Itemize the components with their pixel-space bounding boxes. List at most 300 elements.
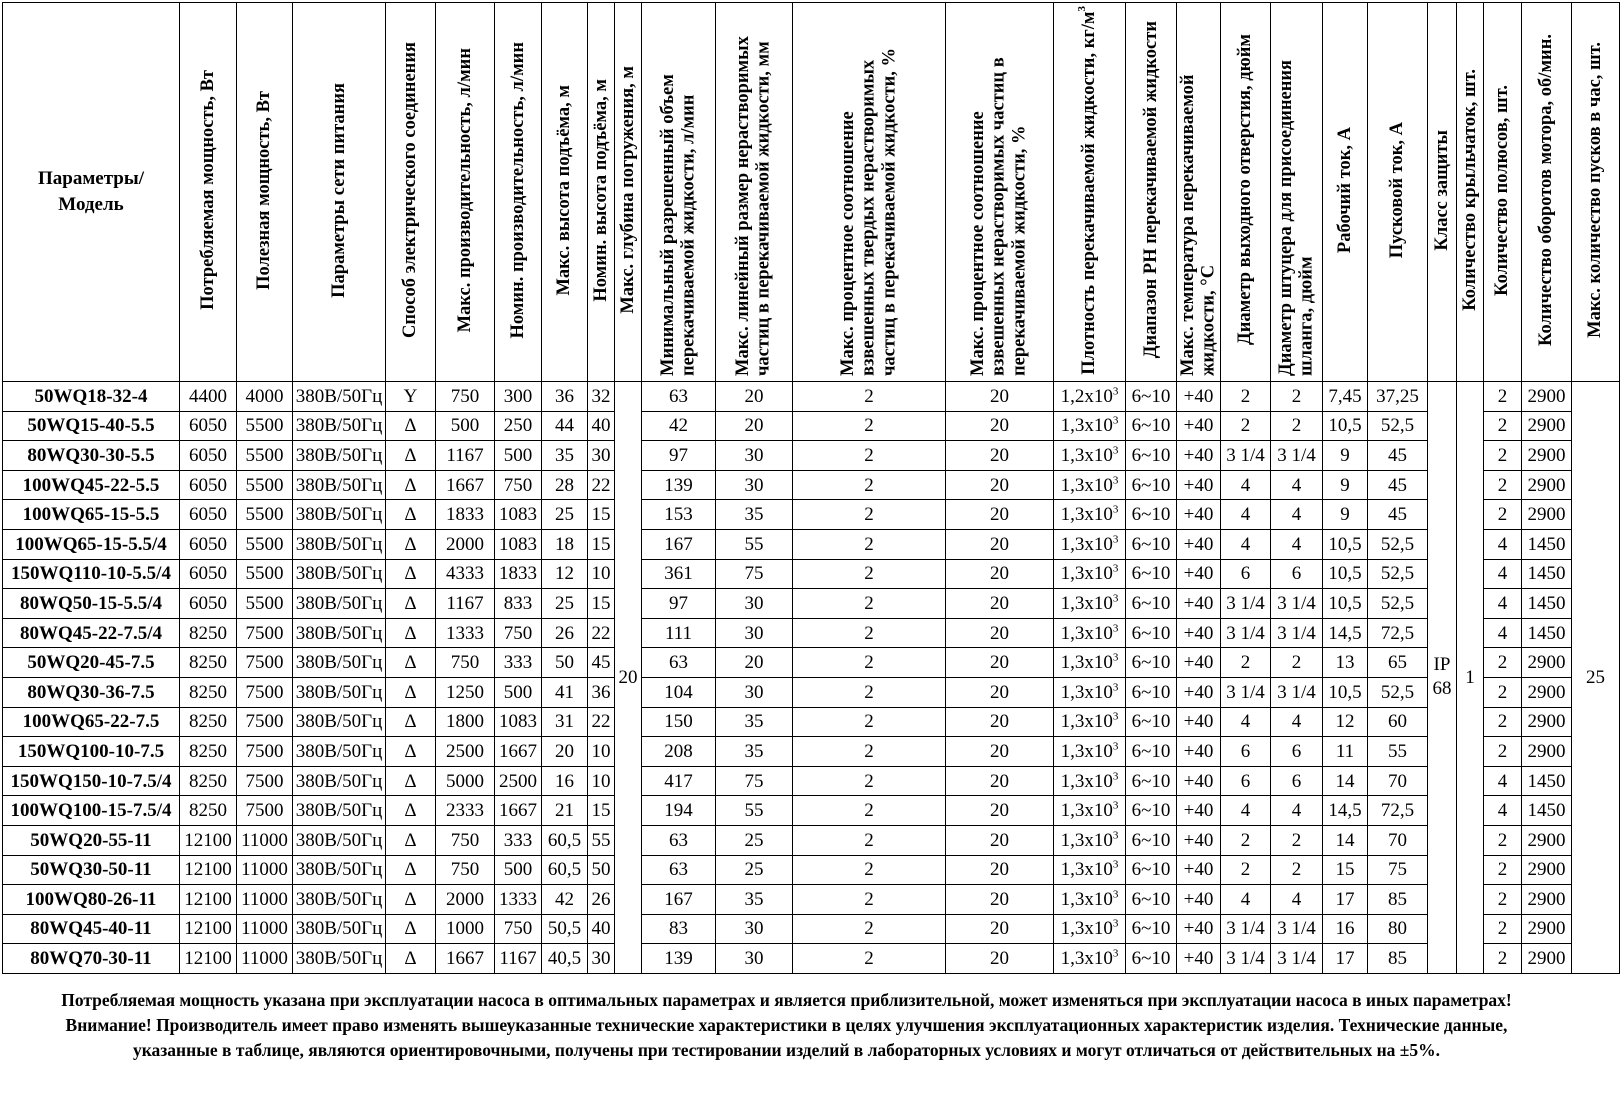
cell-value: 104 [664,681,693,703]
table-cell [1323,589,1368,619]
table-row [3,677,1620,707]
column-header [1522,3,1572,382]
table-cell [436,589,495,619]
table-cell [237,618,293,648]
table-cell [642,677,716,707]
cell-value: 55 [744,533,764,555]
table-cell [1126,500,1177,530]
density-superscript: 3 [1112,622,1119,635]
table-cell [1221,589,1271,619]
cell-value: 4 [1240,711,1251,733]
table-cell [1484,737,1522,767]
table-row [3,825,1620,855]
table-cell [1126,529,1177,559]
table-cell [1126,914,1177,944]
cell-value: 7500 [245,681,284,703]
cell-value: 4 [1291,711,1302,733]
cell-value: 7500 [245,740,284,762]
cell-value: 500 [503,444,533,466]
table-cell [1221,766,1271,796]
cell-value: 18 [555,533,574,555]
cell-value: 1333 [446,622,484,644]
table-cell [1368,648,1428,678]
cell-value: Δ [404,829,417,851]
cell-value: 2 [864,800,874,822]
cell-value: 500 [503,859,533,881]
cell-value: Δ [404,563,417,585]
cell-value: 30 [744,444,764,466]
table-cell [180,796,237,826]
cell-value: 2 [1240,652,1251,674]
cell-value: 6~10 [1131,652,1171,674]
table-cell [293,796,386,826]
cell-value: 2900 [1527,504,1566,526]
table-cell [588,677,615,707]
table-cell [793,677,946,707]
table-cell [1221,559,1271,589]
cell-value: +40 [1183,533,1214,555]
cell-value: 1450 [1527,592,1566,614]
table-cell [1323,648,1368,678]
table-cell [1221,529,1271,559]
table-cell [1054,529,1126,559]
cell-value: 3 1/4 [1226,681,1265,703]
table-cell [946,944,1054,974]
table-cell [1177,500,1221,530]
cell-value: 1,3x10 [1060,592,1113,614]
table-cell [1177,944,1221,974]
cell-value: 6~10 [1131,444,1171,466]
cell-value: 3 1/4 [1277,918,1316,940]
cell-value: 20 [744,415,764,437]
table-cell [1323,382,1368,412]
table-cell [1221,618,1271,648]
cell-value: 1,3x10 [1060,652,1113,674]
table-cell [436,737,495,767]
cell-value: 6~10 [1131,948,1171,970]
table-cell [1177,885,1221,915]
table-cell [1271,885,1323,915]
cell-value: 2000 [446,533,484,555]
table-cell [1126,559,1177,589]
table-cell [495,944,542,974]
table-cell [946,441,1054,471]
cell-value: 50WQ15-40-5.5 [27,415,155,437]
cell-value: 1,3x10 [1060,770,1113,792]
cell-value: 5500 [245,563,284,585]
column-header-label: Номин. производительность, л/мин [507,41,528,339]
cell-value: 6050 [189,504,227,526]
cell-value: 1,3x10 [1060,948,1113,970]
cell-value: 20 [990,622,1009,644]
table-cell [642,766,716,796]
column-header [386,3,436,382]
table-cell [1522,855,1572,885]
cell-value: 15 [591,533,611,555]
table-body [3,382,1620,974]
cell-value: 6~10 [1131,711,1171,733]
cell-value: 1,3x10 [1060,681,1113,703]
cell-value: 6~10 [1131,504,1171,526]
cell-value: 6~10 [1131,770,1171,792]
cell-value: 2 [1497,415,1508,437]
table-cell [1323,737,1368,767]
cell-value: 2500 [499,770,537,792]
table-cell [293,885,386,915]
table-cell [1368,766,1428,796]
cell-value: 12 [555,563,574,585]
table-cell [793,470,946,500]
cell-value: 150WQ110-10-5.5/4 [11,563,171,585]
cell-value: 45 [1388,474,1407,496]
cell-value: 10,5 [1328,563,1362,585]
cell-value: 380В/50Гц [295,711,383,733]
cell-value: Y [403,385,418,407]
header-corner: Параметры/ Модель [3,3,180,382]
cell-value: 2 [864,888,874,910]
table-cell [386,737,436,767]
table-cell [588,707,615,737]
table-cell [237,914,293,944]
table-cell [436,707,495,737]
cell-value: Δ [404,533,417,555]
column-header [495,3,542,382]
cell-value: Δ [404,474,417,496]
cell-value: 2 [864,504,874,526]
table-cell [386,500,436,530]
cell-value: +40 [1183,740,1214,762]
table-cell [1126,411,1177,441]
table-row [3,855,1620,885]
cell-value: 4 [1291,504,1302,526]
table-cell [1271,707,1323,737]
table-cell [642,855,716,885]
cell-value: 2 [1291,415,1302,437]
table-cell [542,707,588,737]
cell-value: 10,5 [1328,681,1362,703]
table-row [3,500,1620,530]
cell-value: +40 [1183,800,1214,822]
table-cell [386,382,436,412]
cell-value: 8250 [189,740,227,762]
column-header-label: Рабочий ток, А [1334,126,1355,254]
cell-value: 30 [744,622,764,644]
table-cell [180,500,237,530]
table-cell [495,559,542,589]
table-cell [1177,737,1221,767]
table-cell [495,885,542,915]
table-cell [1522,500,1572,530]
table-cell [716,411,793,441]
column-header [642,3,716,382]
cell-value: 6050 [189,563,227,585]
table-cell [180,529,237,559]
density-superscript: 3 [1112,740,1119,753]
cell-value: 10,5 [1328,415,1362,437]
cell-value: 12100 [184,829,232,851]
model-cell [3,677,180,707]
table-cell [642,411,716,441]
table-cell [436,618,495,648]
cell-value: 100WQ65-22-7.5 [22,711,160,733]
cell-value: 2900 [1527,385,1566,407]
table-cell [1054,766,1126,796]
cell-value: 1,3x10 [1060,444,1113,466]
cell-value: 80WQ50-15-5.5/4 [20,592,162,614]
cell-value: 52,5 [1380,592,1415,614]
table-cell [588,855,615,885]
table-cell [1323,885,1368,915]
column-header-label: Количество оборотов мотора, об/мин. [1536,34,1557,346]
cell-value: 4333 [446,563,484,585]
column-header [793,3,946,382]
cell-value: 12100 [184,948,232,970]
table-cell [293,677,386,707]
table-cell [793,411,946,441]
max-starts-merged-cell: 25 [1572,382,1620,974]
cell-value: 2 [1291,829,1302,851]
cell-value: 1450 [1527,800,1566,822]
table-cell [1484,648,1522,678]
cell-value: 20 [990,800,1009,822]
cell-value: 30 [744,948,764,970]
cell-value: +40 [1183,622,1214,644]
cell-value: 60,5 [547,859,582,881]
cell-value: 80WQ30-36-7.5 [27,681,155,703]
table-cell [1271,825,1323,855]
cell-value: 13 [1335,652,1355,674]
table-cell [793,648,946,678]
cell-value: 380В/50Гц [295,533,383,555]
cell-value: 6~10 [1131,592,1171,614]
cell-value: 20 [990,474,1009,496]
cell-value: 6~10 [1131,385,1171,407]
table-cell [1522,470,1572,500]
table-row [3,707,1620,737]
cell-value: 380В/50Гц [295,770,383,792]
density-header-superscript: 3 [1075,5,1088,12]
cell-value: 25 [555,592,574,614]
column-header [1428,3,1457,382]
table-cell [1221,382,1271,412]
density-superscript: 3 [1112,444,1119,457]
table-cell [1054,589,1126,619]
table-cell [588,618,615,648]
table-cell [642,589,716,619]
cell-value: 31 [555,711,574,733]
cell-value: 2 [864,681,874,703]
table-cell [1484,411,1522,441]
table-cell [1368,944,1428,974]
cell-value: 6~10 [1131,800,1171,822]
cell-value: 3 1/4 [1277,622,1316,644]
table-cell [1271,382,1323,412]
cell-value: 2 [1291,859,1302,881]
table-cell [542,382,588,412]
cell-value: 2 [864,652,874,674]
table-cell [436,382,495,412]
table-cell [1522,944,1572,974]
table-cell [1484,589,1522,619]
table-cell [542,500,588,530]
table-cell [1522,796,1572,826]
table-cell [588,441,615,471]
table-cell [1221,796,1271,826]
table-cell [1177,559,1221,589]
cell-value: 2 [864,592,874,614]
table-cell [1271,914,1323,944]
cell-value: 3 1/4 [1277,592,1316,614]
table-cell [1368,737,1428,767]
cell-value: 6~10 [1131,740,1171,762]
cell-value: 11000 [241,888,288,910]
cell-value: 6 [1240,740,1251,762]
table-cell [1221,825,1271,855]
table-cell [1368,500,1428,530]
cell-value: 2 [1497,474,1508,496]
table-cell [180,885,237,915]
table-cell [180,944,237,974]
table-cell [1221,677,1271,707]
table-cell [386,559,436,589]
table-cell [793,825,946,855]
table-cell [1522,885,1572,915]
cell-value: 2 [864,918,874,940]
cell-value: 1,3x10 [1060,711,1113,733]
table-cell [946,648,1054,678]
table-cell [495,411,542,441]
cell-value: 4 [1497,770,1508,792]
model-cell [3,796,180,826]
cell-value: 22 [591,474,611,496]
table-cell [1177,766,1221,796]
model-cell [3,529,180,559]
cell-value: 30 [591,444,611,466]
table-cell [495,855,542,885]
table-cell [1368,529,1428,559]
cell-value: 26 [555,622,574,644]
cell-value: 6050 [189,474,227,496]
cell-value: 4 [1240,533,1251,555]
cell-value: 8250 [189,770,227,792]
table-cell [436,796,495,826]
density-superscript: 3 [1112,592,1119,605]
density-superscript: 3 [1112,681,1119,694]
cell-value: 150 [664,711,693,733]
cell-value: 35 [744,888,764,910]
cell-value: 1,3x10 [1060,474,1113,496]
table-cell [1323,677,1368,707]
cell-value: 20 [990,563,1009,585]
cell-value: Δ [404,859,417,881]
cell-value: 60,5 [547,829,582,851]
cell-value: 2900 [1527,918,1566,940]
cell-value: +40 [1183,681,1214,703]
table-cell [180,914,237,944]
cell-value: 750 [450,385,480,407]
cell-value: 100WQ65-15-5.5 [22,504,160,526]
table-cell [436,500,495,530]
cell-value: 63 [669,385,688,407]
table-row [3,648,1620,678]
table-cell [495,500,542,530]
cell-value: 55 [1388,740,1407,762]
table-cell [293,707,386,737]
cell-value: 380В/50Гц [295,948,383,970]
cell-value: 6~10 [1131,415,1171,437]
cell-value: 2900 [1527,652,1566,674]
cell-value: 80WQ45-22-7.5/4 [20,622,162,644]
table-cell [1323,707,1368,737]
table-cell [716,914,793,944]
table-cell [495,441,542,471]
cell-value: 380В/50Гц [295,918,383,940]
cell-value: 72,5 [1380,800,1415,822]
cell-value: 4 [1291,533,1302,555]
column-header-label: Плотность перекачиваемой жидкости, $кг/м^3$ [1075,5,1100,375]
table-cell [180,648,237,678]
cell-value: 750 [450,652,480,674]
table-cell [1054,648,1126,678]
table-cell [386,470,436,500]
cell-value: 380В/50Гц [295,800,383,822]
cell-value: 1333 [499,888,537,910]
table-cell [793,559,946,589]
cell-value: 50WQ18-32-4 [34,385,148,407]
table-cell [1368,707,1428,737]
table-cell [436,648,495,678]
density-superscript: 3 [1112,563,1119,576]
cell-value: 7500 [245,800,284,822]
cell-value: +40 [1183,592,1214,614]
cell-value: 10,5 [1328,533,1362,555]
table-cell [1484,441,1522,471]
table-cell [495,825,542,855]
table-cell [588,589,615,619]
table-cell [1271,855,1323,885]
density-superscript: 3 [1112,503,1119,516]
table-cell [180,589,237,619]
cell-value: 20 [744,385,764,407]
table-cell [436,441,495,471]
cell-value: 380В/50Гц [295,474,383,496]
table-row [3,944,1620,974]
cell-value: 2 [1497,652,1508,674]
table-cell [793,707,946,737]
cell-value: 14,5 [1328,622,1362,644]
table-cell [1177,855,1221,885]
cell-value: 4 [1240,504,1251,526]
cell-value: 167 [664,533,693,555]
table-cell [1126,796,1177,826]
table-cell [588,737,615,767]
cell-value: +40 [1183,711,1214,733]
column-header [180,3,237,382]
cell-value: +40 [1183,504,1214,526]
density-superscript: 3 [1112,533,1119,546]
column-header-label: Макс. высота подъёма, м [554,84,575,296]
table-cell [1368,855,1428,885]
cell-value: 20 [990,859,1009,881]
column-header [436,3,495,382]
density-superscript: 3 [1112,770,1119,783]
cell-value: 1,3x10 [1060,888,1113,910]
cell-value: 25 [744,829,764,851]
table-cell [542,825,588,855]
table-cell [386,529,436,559]
table-cell [1177,411,1221,441]
cell-value: 6~10 [1131,533,1171,555]
